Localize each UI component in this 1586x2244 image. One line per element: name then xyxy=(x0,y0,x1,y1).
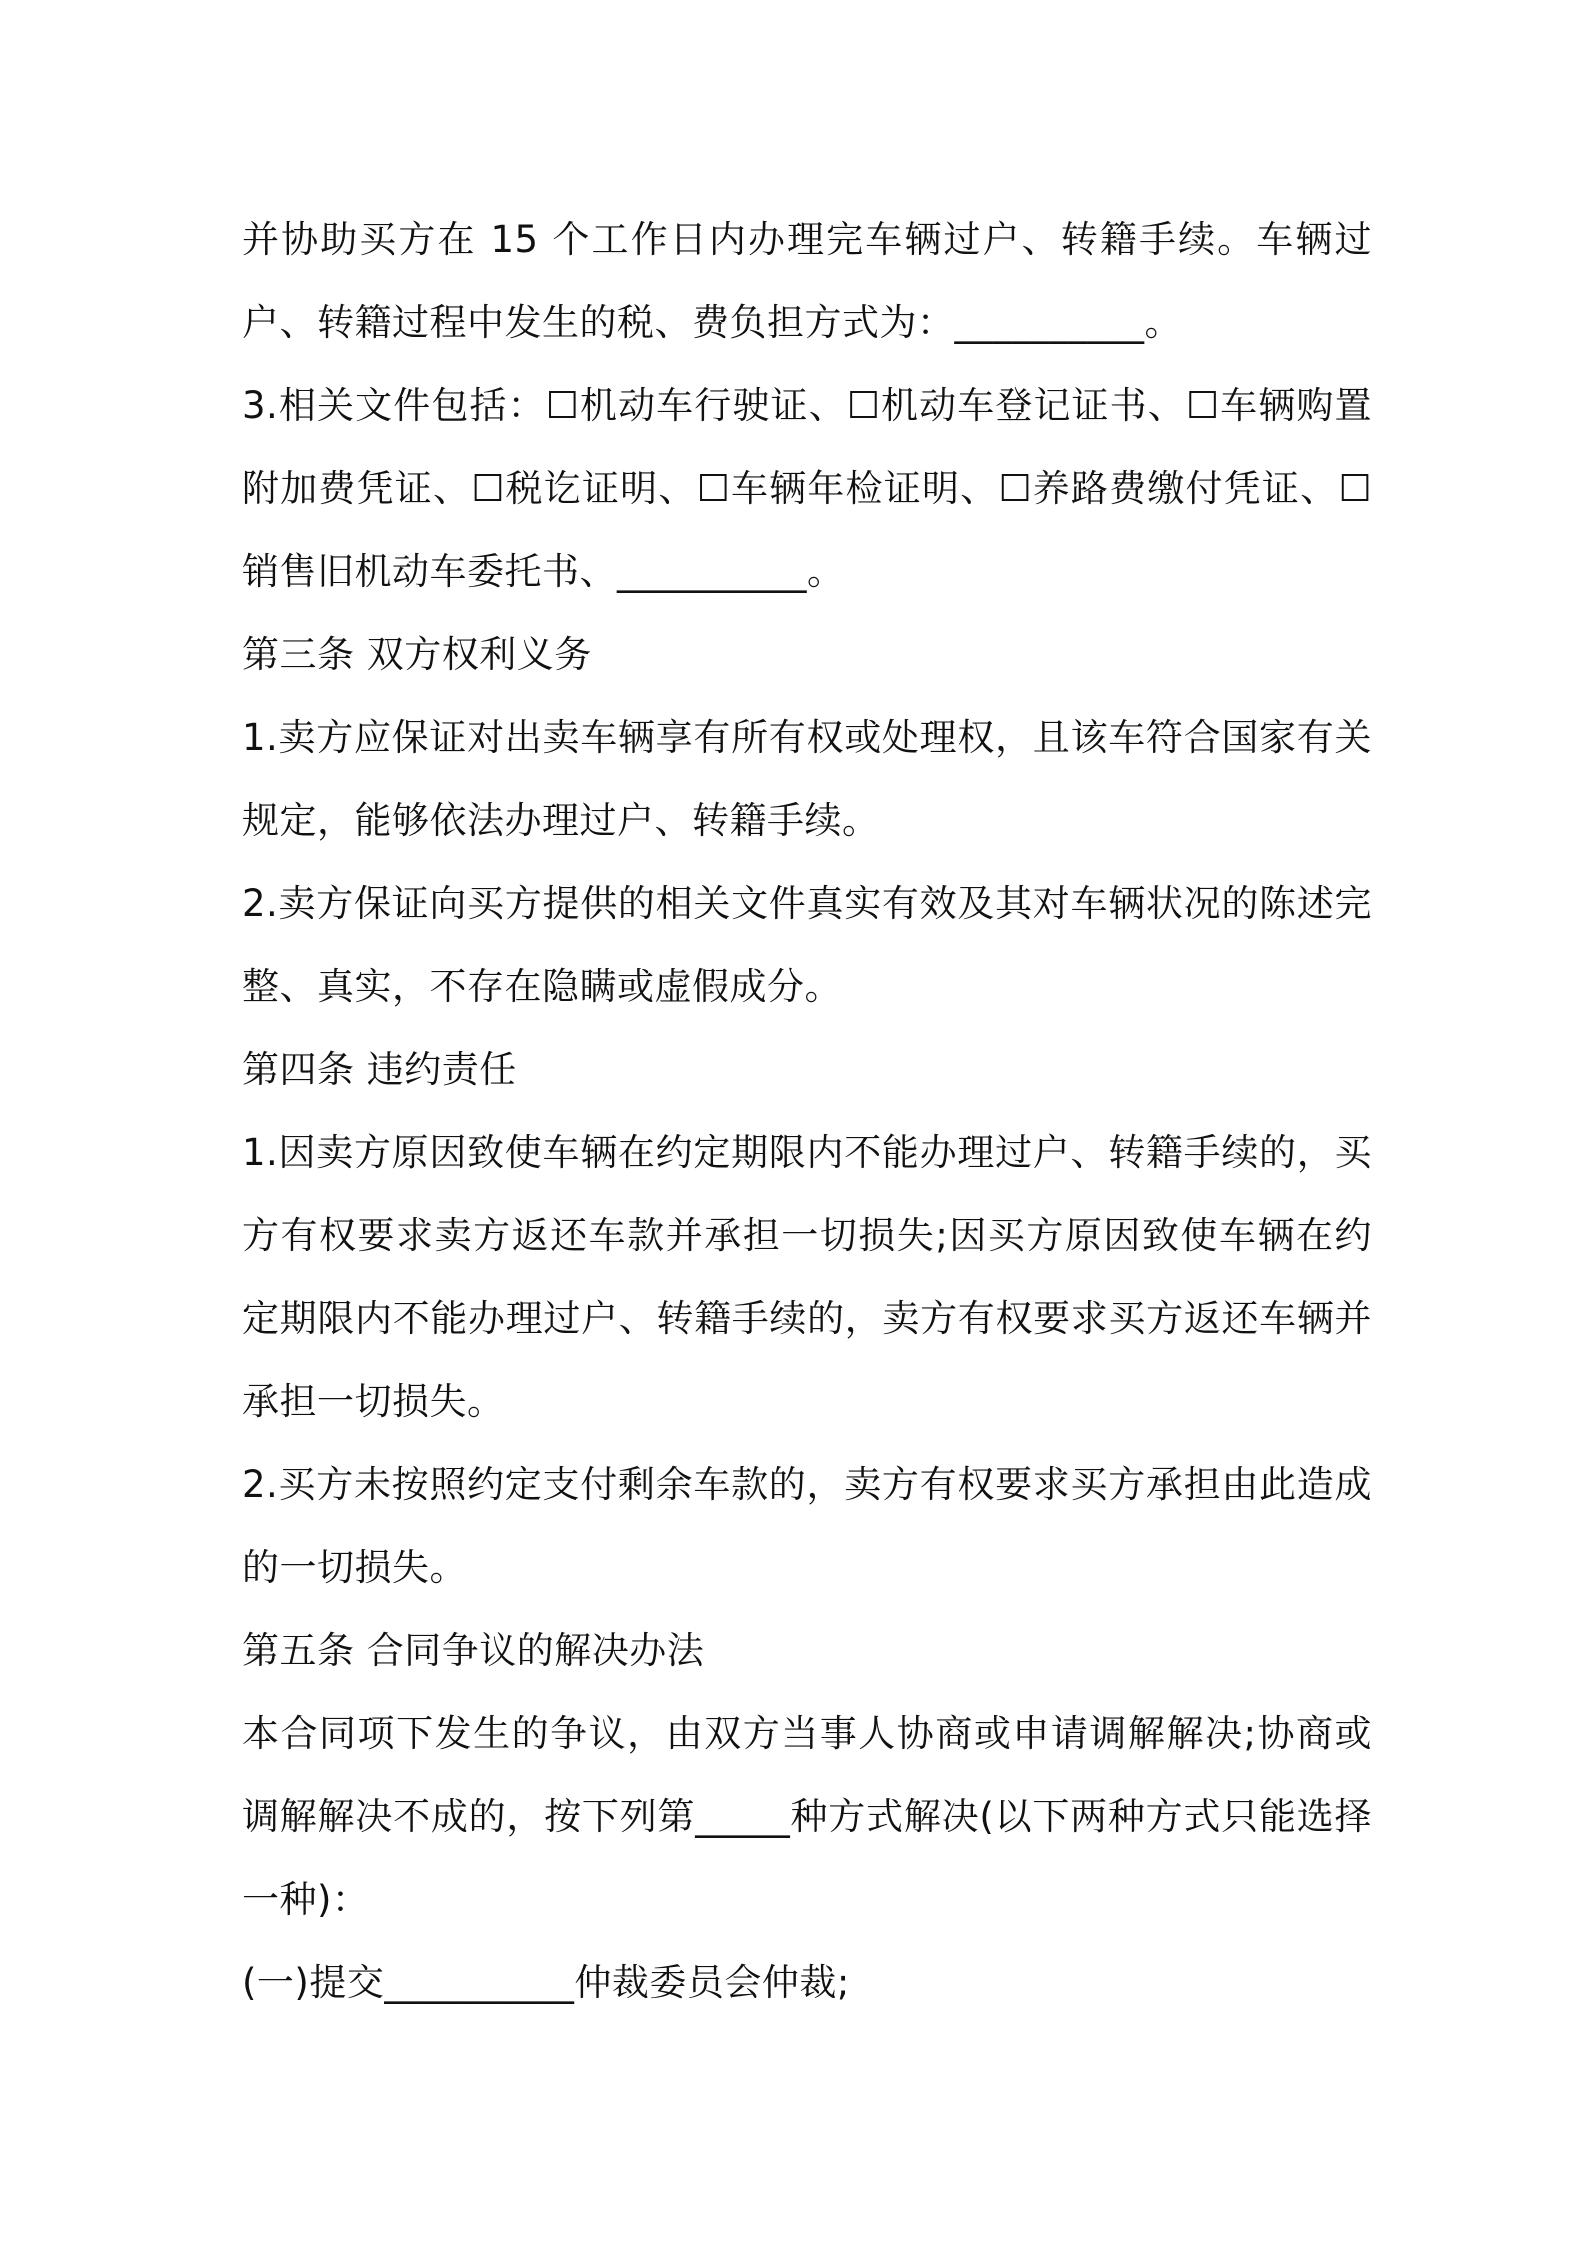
heading-article-4: 第四条 违约责任 xyxy=(242,1048,517,1091)
paragraph-article-3-item-2: 2.卖方保证向买方提供的相关文件真实有效及其对车辆状况的陈述完整、真实，不存在隐瞒或虚假成分。 xyxy=(242,882,1372,1008)
paragraph-transfer-procedures: 并协助买方在 15 个工作日内办理完车辆过户、转籍手续。车辆过户、转籍过程中发生的税、费负担方式为：__________。 xyxy=(242,218,1372,344)
document-body xyxy=(242,198,1372,2024)
paragraph-related-documents: 3.相关文件包括：☐机动车行驶证、☐机动车登记证书、☐车辆购置附加费凭证、☐税讫证明、☐车辆年检证明、☐养路费缴付凭证、☐销售旧机动车委托书、__________。 xyxy=(242,384,1372,593)
heading-article-3: 第三条 双方权利义务 xyxy=(242,633,592,676)
paragraph-article-5-option-1: (一)提交__________仲裁委员会仲裁; xyxy=(242,1961,850,2004)
paragraph-article-5-intro: 本合同项下发生的争议，由双方当事人协商或申请调解解决;协商或调解解决不成的，按下列第_____种方式解决(以下两种方式只能选择一种)： xyxy=(242,1712,1372,1921)
paragraph-article-4-item-1: 1.因卖方原因致使车辆在约定期限内不能办理过户、转籍手续的，买方有权要求卖方返还车款并承担一切损失;因买方原因致使车辆在约定期限内不能办理过户、转籍手续的，卖方有权要求买方返还车辆并承担一切损失。 xyxy=(242,1131,1372,1423)
paragraph-article-3-item-1: 1.卖方应保证对出卖车辆享有所有权或处理权，且该车符合国家有关规定，能够依法办理过户、转籍手续。 xyxy=(242,716,1372,842)
paragraph-article-4-item-2: 2.买方未按照约定支付剩余车款的，卖方有权要求买方承担由此造成的一切损失。 xyxy=(242,1463,1372,1589)
heading-article-5: 第五条 合同争议的解决办法 xyxy=(242,1629,705,1672)
